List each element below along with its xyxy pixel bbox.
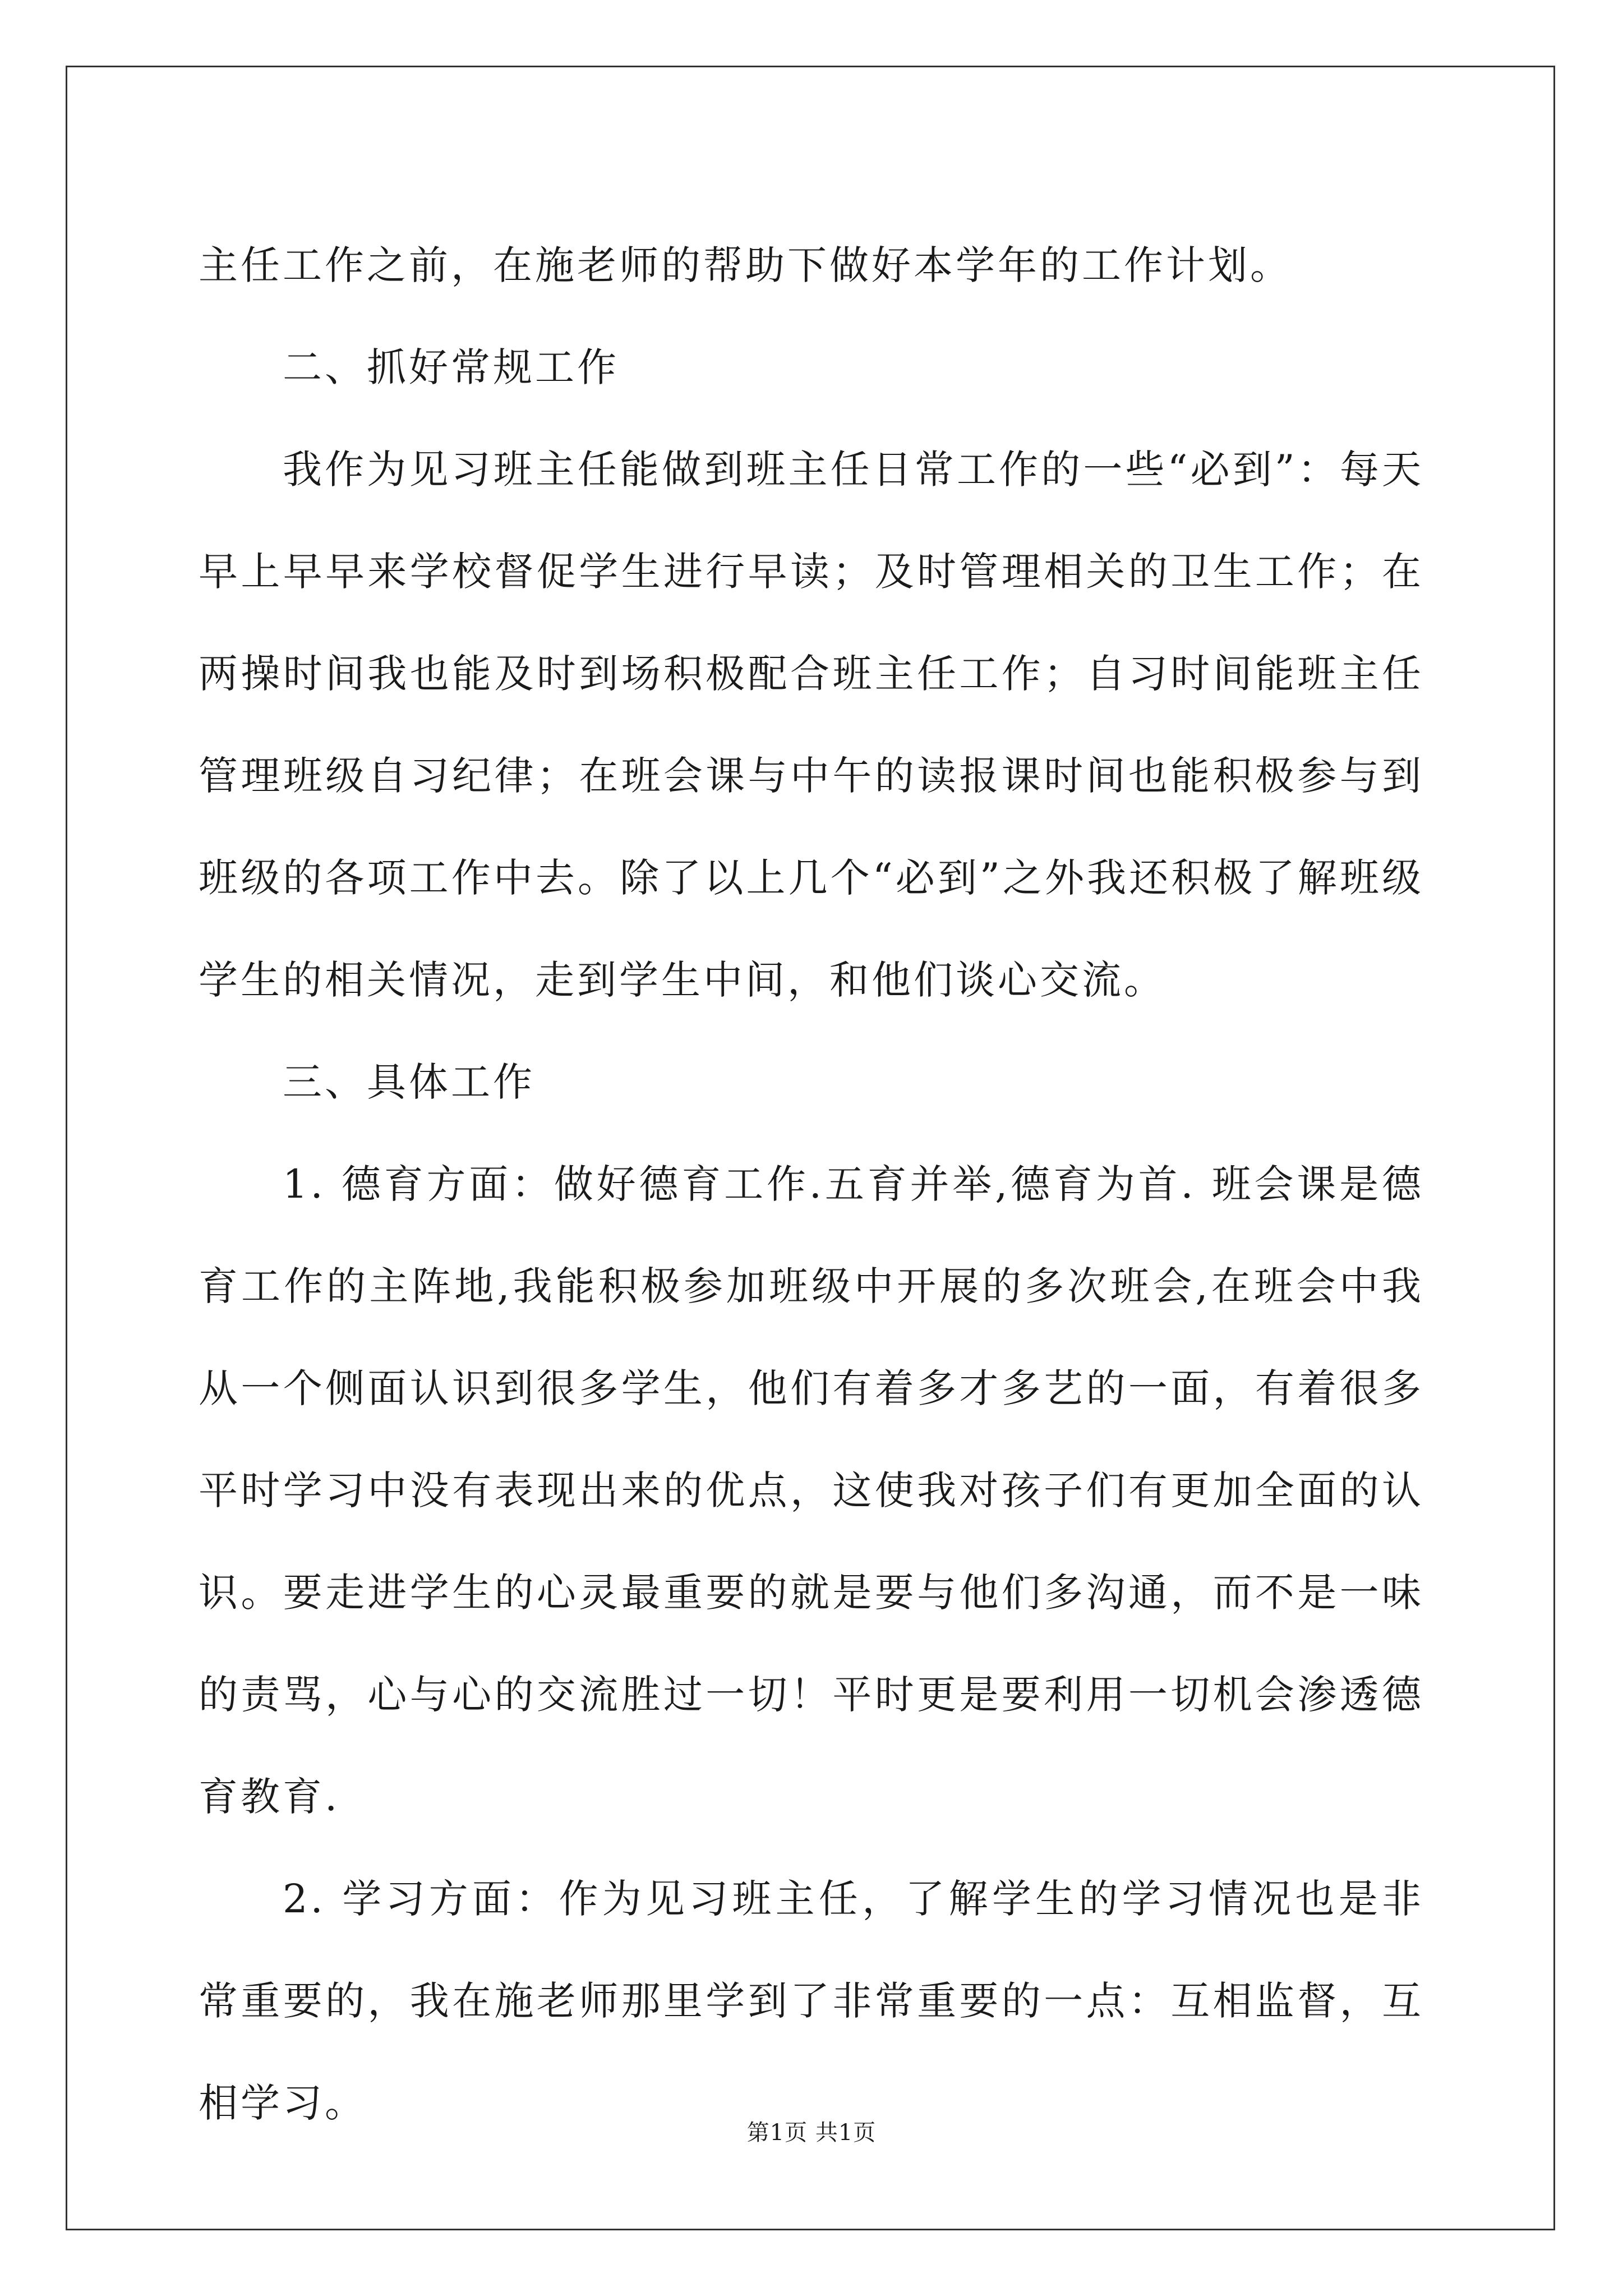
paragraph-routine-work: 我作为见习班主任能做到班主任日常工作的一些“必到”：每天早上早早来学校督促学生进行早读；及时管理相关的卫生工作；在两操时间我也能及时到场积极配合班主任工作；自习时间能班主任管理班级自习纪律；在班会课与中午的读报课时间也能积极参与到班级的各项工作中去。除了以上几个“必到”之外我还积极了解班级学生的相关情况，走到学生中间，和他们谈心交流。: [199, 447, 1424, 1003]
paragraph-moral-education: 1. 德育方面：做好德育工作.五育并举,德育为首. 班会课是德育工作的主阵地,我能积极参加班级中开展的多次班会,在班会中我从一个侧面认识到很多学生，他们有着多才多艺的一面，有着很多平时学习中没有表现出来的优点，这使我对孩子们有更加全面的认识。要走进学生的心灵最重要的就是要与他们多沟通，而不是一味的责骂，心与心的交流胜过一切！平时更是要利用一切机会渗透德育教育.: [199, 1161, 1424, 1820]
document-body: [199, 214, 1424, 2154]
paragraph-study: 2. 学习方面：作为见习班主任，了解学生的学习情况也是非常重要的，我在施老师那里学到了非常重要的一点：互相监督，互相学习。: [199, 1876, 1424, 2126]
section-heading-routine-work: 二、抓好常规工作: [283, 344, 619, 390]
section-heading-specific-work: 三、具体工作: [283, 1059, 535, 1105]
page-number-footer: 第1页 共1页: [746, 2120, 877, 2146]
paragraph-continuation: 主任工作之前，在施老师的帮助下做好本学年的工作计划。: [199, 242, 1292, 288]
